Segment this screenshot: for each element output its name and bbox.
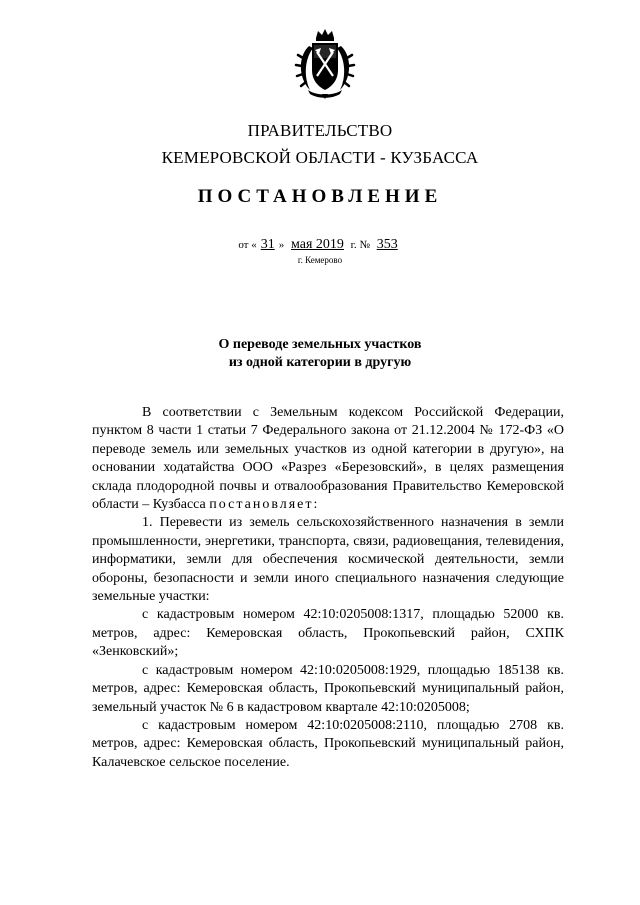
date-sep: » [278,239,285,251]
preamble-text: В соответствии с Земельным кодексом Российской Федерации, пунктом 8 части 1 статьи 7 Федерального закона от 21.12.2004 № 172-ФЗ «О переводе земель или земельных участков из одной категории в другую», на основании ходатайства ООО «Разрез «Березовский», в целях размещения склада плодородной почвы и отвалообразования Правительство Кемеровской области – Кузбасса [92,405,564,513]
document-number: 353 [376,237,398,252]
document-date-line [0,237,640,253]
paragraph-preamble [92,404,564,514]
document-title [0,336,640,372]
decree-word: постановляет: [209,497,320,513]
coat-of-arms-emblem [294,28,356,100]
paragraph-item-1: 1. Перевести из земель сельскохозяйственного назначения в земли промышленности, энергетики, транспорта, связи, радиовещания, телевидения, информатики, земли для обеспечения космической деятельности, земли обороны, безопасности и земли иного специального назначения следующие земельные участки: [92,515,564,605]
document-number-label: № [359,239,370,251]
paragraph-parcel-3: с кадастровым номером 42:10:0205008:2110, площадью 2708 кв. метров, адрес: Кемеровская область, Прокопьевский муниципальный район, Калачевское сельское поселение. [92,717,564,770]
title-line2: из одной категории в другую [228,355,412,370]
paragraph-parcel-2: с кадастровым номером 42:10:0205008:1929, площадью 185138 кв. метров, адрес: Кемеровская область, Прокопьевский муниципальный район, земельный участок № 6 в кадастровом квартале 42:10:0205008; [92,662,564,715]
title-line1: О переводе земельных участков [218,337,422,352]
date-year-suffix: г. [350,239,357,251]
date-month-year: мая 2019 [290,237,344,252]
document-body [92,404,564,772]
document-type: ПОСТАНОВЛЕНИЕ [197,186,443,207]
date-day: 31 [260,237,275,252]
government-name-line2: КЕМЕРОВСКОЙ ОБЛАСТИ - КУЗБАССА [161,148,479,167]
paragraph-parcel-1: с кадастровым номером 42:10:0205008:1317, площадью 52000 кв. метров, адрес: Кемеровская область, Прокопьевский район, СХПК «Зенковский»; [92,607,564,660]
document-city: г. Кемерово [297,255,343,265]
government-name-line1: ПРАВИТЕЛЬСТВО [247,121,393,140]
date-prefix: от « [238,239,257,251]
